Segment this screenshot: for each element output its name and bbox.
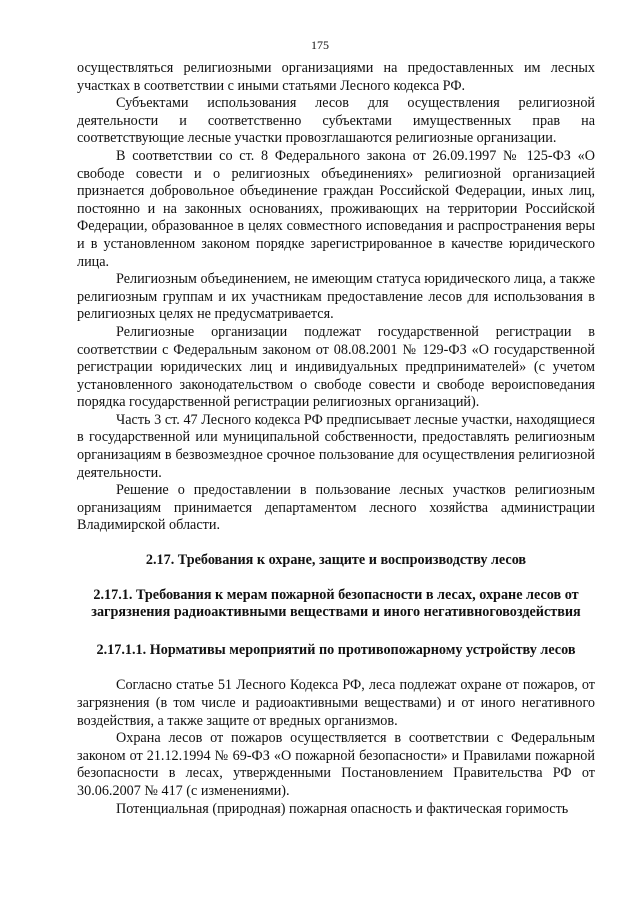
document-body	[77, 60, 595, 818]
paragraph: Часть 3 ст. 47 Лесного кодекса РФ предписывает лесные участки, находящиеся в государственной или муниципальной собственности, предоставлять религиозным организациям в безвозмездное срочное пользование для осуществления религиозной деятельности.	[77, 411, 595, 481]
paragraph: Религиозные организации подлежат государственной регистрации в соответствии с Федеральным законом от 08.08.2001 № 129-ФЗ «О государственной регистрации юридических лиц и индивидуальных предпринимателей» (с учетом установленного законодательством о свободе совести и свободе вероисповедания порядка государственной регистрации религиозных организаций).	[77, 323, 595, 411]
section-heading-2-17: 2.17. Требования к охране, защите и воспроизводству лесов	[145, 552, 527, 569]
paragraph: Охрана лесов от пожаров осуществляется в соответствии с Федеральным законом от 21.12.1994 № 69-ФЗ «О пожарной безопасности» и Правилами пожарной безопасности в лесах, утвержденными Постановлением Правительства РФ от 30.06.2007 № 417 (с изменениями).	[77, 730, 595, 799]
paragraph: осуществляться религиозными организациями на предоставленных им лесных участках в соответствии с иными статьями Лесного кодекса РФ.	[77, 60, 595, 94]
section-heading-2-17-1-1: 2.17.1.1. Нормативы мероприятий по противопожарному устройству лесов	[96, 641, 576, 658]
page-number: 175	[311, 38, 329, 52]
paragraph: В соответствии со ст. 8 Федерального закона от 26.09.1997 № 125-ФЗ «О свободе совести и о религиозных объединениях» религиозной организацией признается добровольное объединение граждан Российской Федерации, иных лиц, постоянно и на законных основаниях, проживающих на территории Российской Федерации, образованное в целях совместного исповедания и распространения веры и в установленном законом порядке зарегистрированное в качестве юридического лица.	[77, 147, 595, 270]
paragraph: Религиозным объединением, не имеющим статуса юридического лица, а также религиозным группам и их участникам предоставление лесов для использования в религиозных целях не предусматривается.	[77, 271, 595, 323]
paragraph: Согласно статье 51 Лесного Кодекса РФ, леса подлежат охране от пожаров, от загрязнения (в том числе и радиоактивными веществами) и от иного негативного воздействия, а также защите от вредных организмов.	[77, 677, 595, 729]
section-heading-2-17-1: 2.17.1. Требования к мерам пожарной безопасности в лесах, охране лесов от загрязнения радиоактивными веществами и иного негативноговоздействия	[91, 586, 581, 621]
paragraph: Субъектами использования лесов для осуществления религиозной деятельности и соответственно субъектами имущественных прав на соответствующие лесные участки провозглашаются религиозные организации.	[77, 95, 595, 147]
paragraph: Потенциальная (природная) пожарная опасность и фактическая горимость	[116, 800, 569, 817]
paragraph: Решение о предоставлении в пользование лесных участков религиозным организациям принимается департаментом лесного хозяйства администрации Владимирской области.	[77, 482, 595, 534]
